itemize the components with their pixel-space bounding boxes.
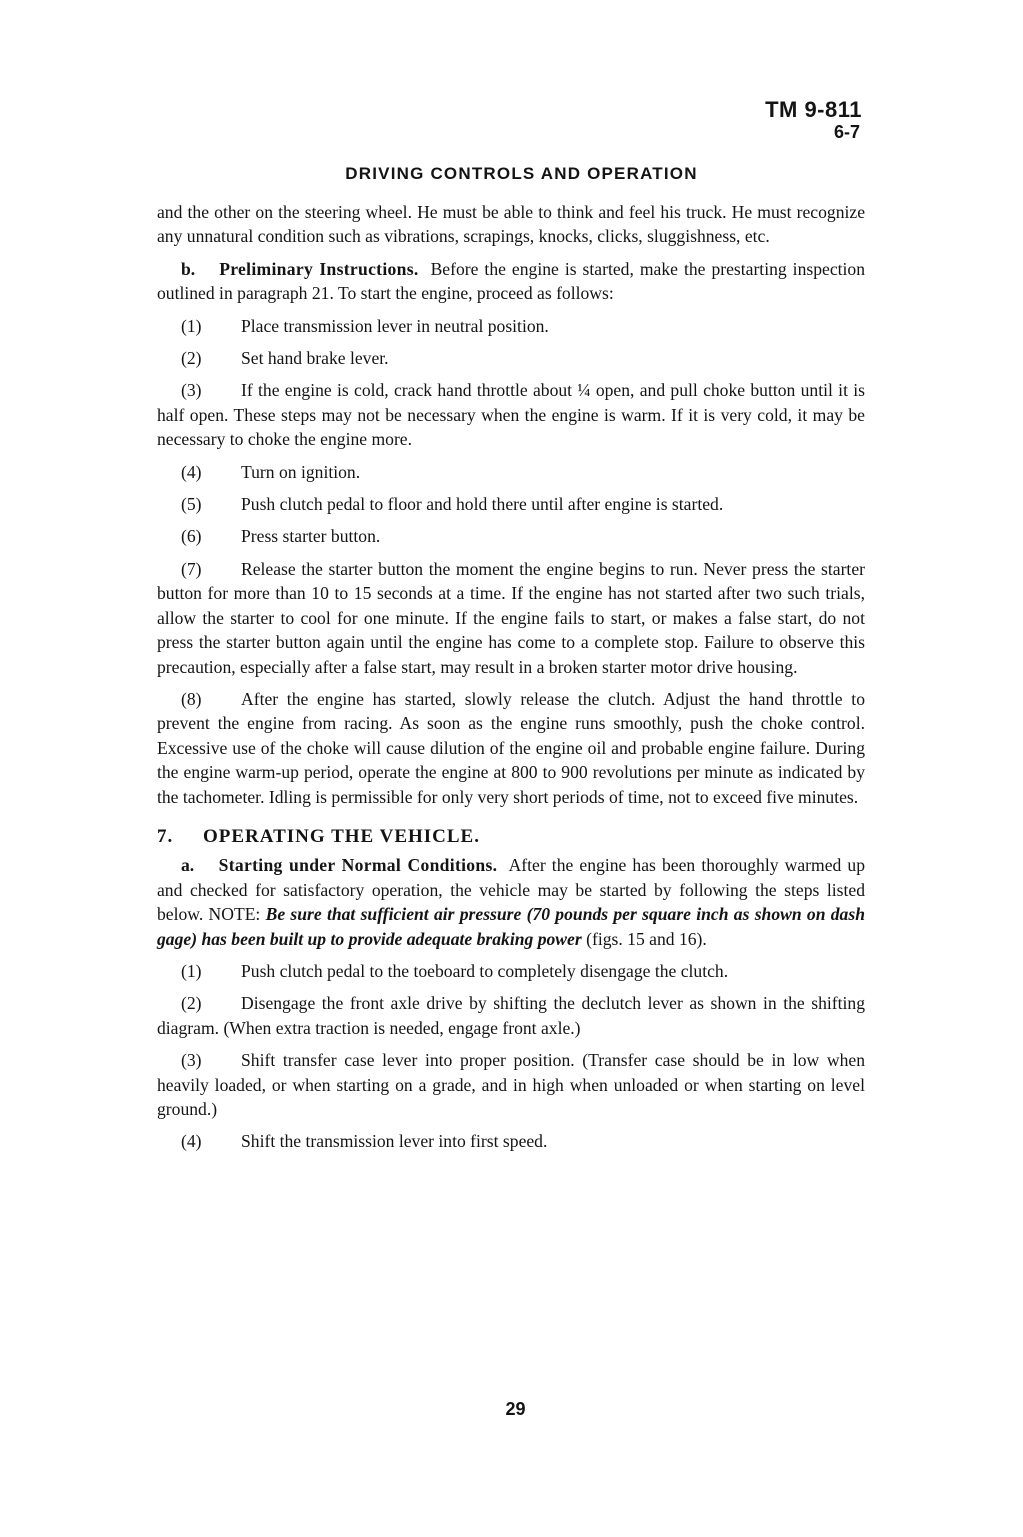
section-title: OPERATING THE VEHICLE. (203, 825, 480, 847)
step-item (157, 378, 865, 451)
step-number: (8) (181, 688, 202, 709)
step-text: Press starter button. (241, 526, 381, 547)
step-number: (2) (181, 348, 202, 369)
step-item (157, 314, 865, 338)
step-text: Disengage the front axle drive by shifting the declutch lever as shown in the shifting diagram. (When extra traction is needed, engage front axle.) (157, 993, 865, 1038)
step-number: (3) (181, 380, 202, 401)
step-text: Turn on ignition. (241, 461, 361, 482)
step-item (157, 1129, 865, 1153)
step-item (157, 524, 865, 548)
step-text: Push clutch pedal to floor and hold there until after engine is started. (241, 494, 724, 515)
step-text: Place transmission lever in neutral position. (241, 315, 549, 336)
step-item (157, 346, 865, 370)
tm-header (765, 98, 862, 142)
subparagraph-letter: b. (181, 258, 196, 279)
section-number: 7. (157, 825, 174, 847)
step-number: (6) (181, 526, 202, 547)
running-title: DRIVING CONTROLS AND OPERATION (345, 164, 698, 183)
step-number: (7) (181, 558, 202, 579)
step-text: Set hand brake lever. (241, 348, 389, 369)
subparagraph-heading: Preliminary Instructions. (219, 258, 419, 279)
step-number: (2) (181, 993, 202, 1014)
subparagraph-text: After the engine has been thoroughly warmed up and checked for satisfactory operation, the vehicle may be started by following the steps listed below. (157, 855, 866, 925)
subparagraph-b (157, 257, 865, 306)
step-text: Shift the transmission lever into first speed. (241, 1131, 548, 1152)
note-text: Be sure that sufficient air pressure (70 pounds per square inch as shown on dash gage) has been built up to provide adequate braking power (157, 904, 865, 949)
note-figure-ref: (figs. 15 and 16). (586, 928, 707, 949)
step-number: (4) (181, 461, 202, 482)
step-number: (1) (181, 960, 202, 981)
page-content (157, 200, 865, 1162)
page-number: 29 (505, 1399, 526, 1419)
step-item (157, 557, 865, 679)
step-number: (3) (181, 1050, 202, 1071)
step-number: (4) (181, 1131, 202, 1152)
note-label: NOTE: (208, 904, 261, 925)
section-heading (157, 825, 865, 849)
subparagraph-letter: a. (181, 855, 195, 876)
intro-paragraph: and the other on the steering wheel. He must be able to think and feel his truck. He must recognize any unnatural condition such as vibrations, scrapings, knocks, clicks, sluggishness, etc. (157, 202, 865, 247)
step-text: Release the starter button the moment the engine begins to run. Never press the starter button for more than 10 to 15 seconds at a time. If the engine has not started after two such trials, allow the starter to cool for one minute. If the engine fails to start, or makes a false start, do not press the starter button again until the engine has come to a complete stop. Failure to observe this precaution, especially after a false start, may result in a broken starter motor drive housing. (157, 558, 865, 677)
step-item (157, 460, 865, 484)
step-item (157, 1048, 865, 1121)
step-item (157, 687, 865, 809)
step-text: Push clutch pedal to the toeboard to completely disengage the clutch. (241, 960, 729, 981)
paragraph-range: 6-7 (833, 122, 860, 143)
subparagraph-text: Before the engine is started, make the prestarting inspection outlined in paragraph 21. To start the engine, proceed as follows: (157, 258, 865, 304)
tm-number: TM 9-811 (765, 97, 862, 122)
step-number: (5) (181, 494, 202, 515)
step-item (157, 959, 865, 983)
step-text: If the engine is cold, crack hand throttle about ¼ open, and pull choke button until it is half open. These steps may not be necessary when the engine is warm. If it is very cold, it may be necessary to choke the engine more. (157, 380, 865, 450)
subparagraph-a (157, 853, 865, 951)
step-item (157, 492, 865, 516)
step-number: (1) (181, 315, 202, 336)
subparagraph-heading: Starting under Normal Conditions. (218, 855, 498, 876)
step-text: After the engine has started, slowly release the clutch. Adjust the hand throttle to prevent the engine from racing. As soon as the engine runs smoothly, push the choke control. Excessive use of the choke will cause dilution of the engine oil and probable engine failure. During the engine warm-up period, operate the engine at 800 to 900 revolutions per minute as indicated by the tachometer. Idling is permissible for only very short periods of time, not to exceed five minutes. (157, 688, 865, 807)
step-item (157, 991, 865, 1040)
step-text: Shift transfer case lever into proper position. (Transfer case should be in low when heavily loaded, or when starting on a grade, and in high when unloaded or when starting on level ground.) (157, 1050, 865, 1119)
